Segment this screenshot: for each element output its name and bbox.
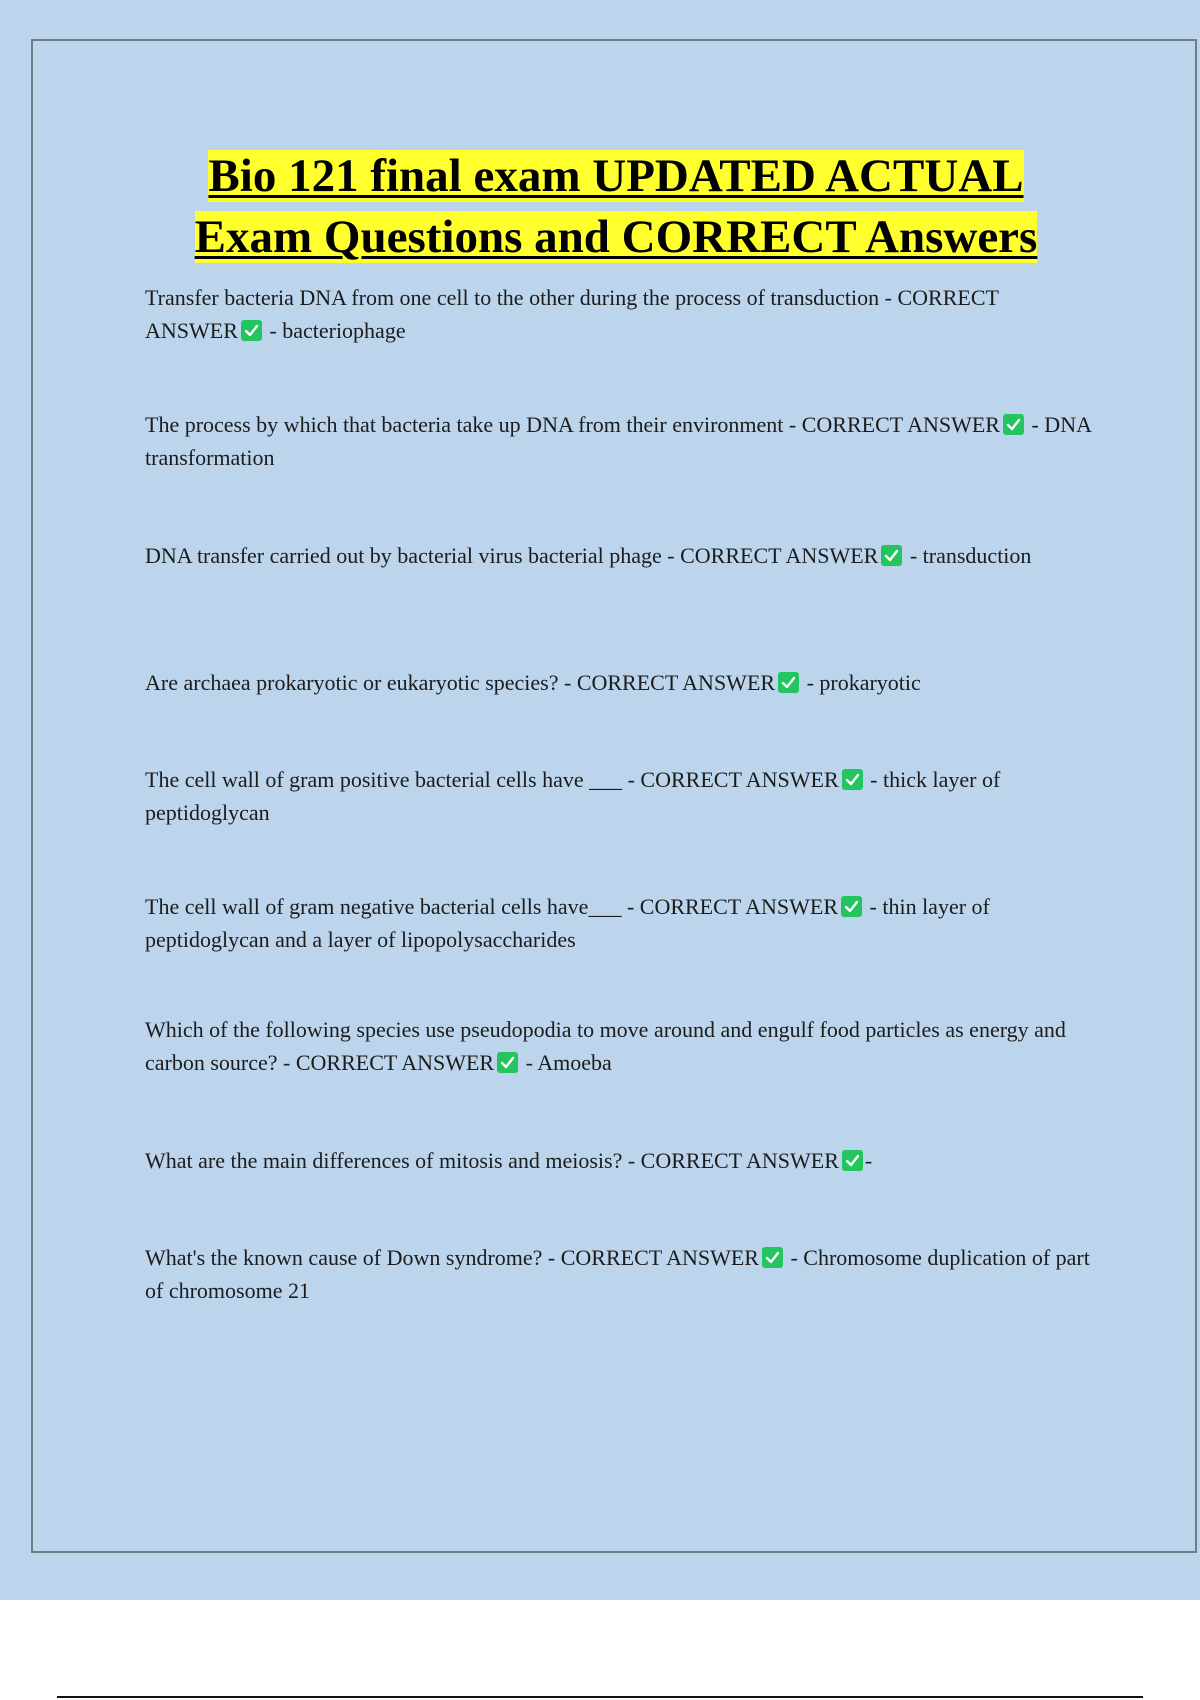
qa-item <box>145 408 1095 474</box>
check-square-icon <box>762 1247 783 1268</box>
qa-item <box>145 666 1095 699</box>
qa-item <box>145 890 1095 956</box>
question-text: Transfer bacteria DNA from one cell to the other during the process of transduction - CORRECT ANSWER <box>145 285 999 343</box>
title-line-2: Exam Questions and CORRECT Answers <box>194 211 1038 263</box>
check-square-icon <box>881 545 902 566</box>
qa-item <box>145 1013 1095 1079</box>
answer-text: - <box>864 1148 873 1173</box>
qa-item <box>145 1241 1095 1307</box>
question-text: What's the known cause of Down syndrome? - CORRECT ANSWER <box>145 1245 759 1270</box>
answer-text: - thick layer of peptidoglycan <box>145 767 1001 825</box>
question-text: The cell wall of gram negative bacterial cells have___ - CORRECT ANSWER <box>145 894 839 919</box>
qa-item <box>145 281 1095 347</box>
qa-item <box>145 763 1095 829</box>
check-square-icon <box>842 769 863 790</box>
title-line-1: Bio 121 final exam UPDATED ACTUAL <box>208 150 1024 202</box>
answer-text: - DNA transformation <box>145 412 1091 470</box>
answer-text: - thin layer of peptidoglycan and a layer of lipopolysaccharides <box>145 894 990 952</box>
document-title <box>0 146 1200 268</box>
answer-text: - prokaryotic <box>806 670 921 695</box>
answer-text: - Chromosome duplication of part of chromosome 21 <box>145 1245 1090 1303</box>
check-square-icon <box>497 1052 518 1073</box>
question-text: Are archaea prokaryotic or eukaryotic species? - CORRECT ANSWER <box>145 670 776 695</box>
qa-item <box>145 539 1095 572</box>
question-text: DNA transfer carried out by bacterial virus bacterial phage - CORRECT ANSWER <box>145 543 879 568</box>
question-text: What are the main differences of mitosis and meiosis? - CORRECT ANSWER <box>145 1148 839 1173</box>
qa-item <box>145 1144 1095 1177</box>
question-text: The process by which that bacteria take up DNA from their environment - CORRECT ANSWER <box>145 412 1000 437</box>
check-square-icon <box>241 320 262 341</box>
check-square-icon <box>778 672 799 693</box>
check-square-icon <box>841 896 862 917</box>
question-text: Which of the following species use pseudopodia to move around and engulf food particles as energy and carbon source? - CORRECT ANSWER <box>145 1017 1066 1075</box>
check-square-icon <box>842 1150 863 1171</box>
answer-text: - Amoeba <box>525 1050 612 1075</box>
question-text: The cell wall of gram positive bacterial cells have ___ - CORRECT ANSWER <box>145 767 839 792</box>
footer-divider <box>57 1696 1143 1698</box>
answer-text: - bacteriophage <box>269 318 406 343</box>
answer-text: - transduction <box>909 543 1032 568</box>
check-square-icon <box>1003 414 1024 435</box>
